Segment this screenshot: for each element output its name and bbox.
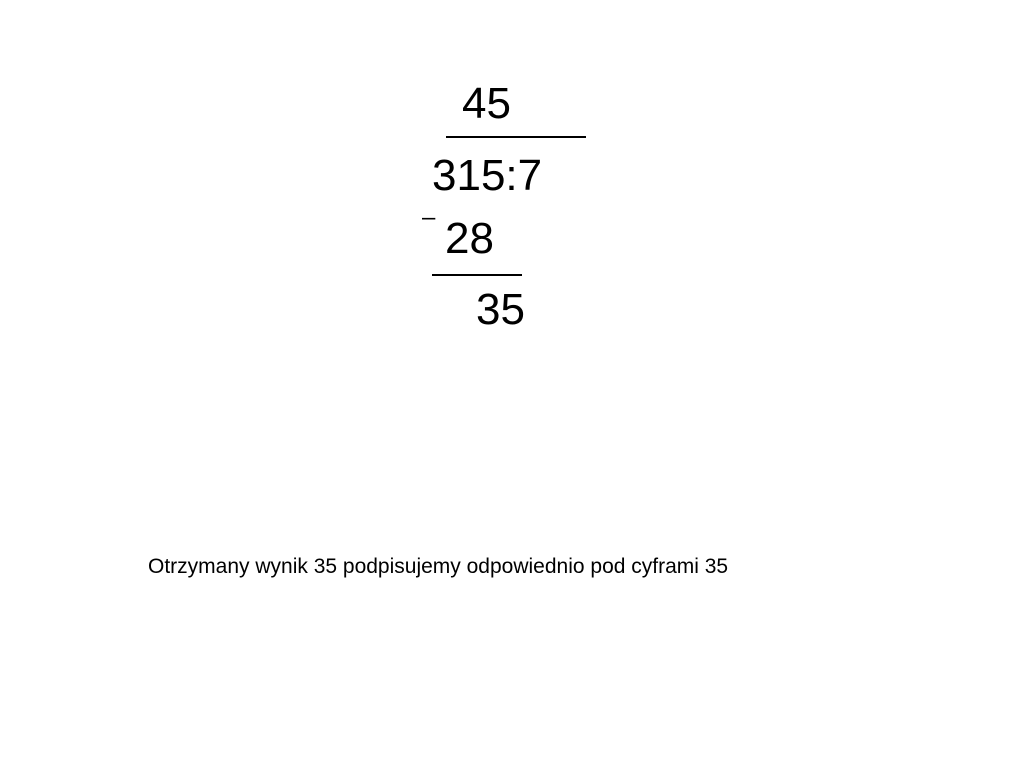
division-dividend-expression: 315:7	[432, 151, 543, 200]
slide-caption: Otrzymany wynik 35 podpisujemy odpowiednio pod cyframi 35	[148, 555, 729, 578]
quotient-underline	[446, 136, 586, 138]
minus-sign-icon: –	[422, 204, 436, 231]
division-subtrahend: 28	[445, 214, 494, 263]
division-quotient: 45	[462, 79, 511, 128]
division-remainder: 35	[476, 285, 525, 334]
subtrahend-underline	[432, 274, 522, 276]
